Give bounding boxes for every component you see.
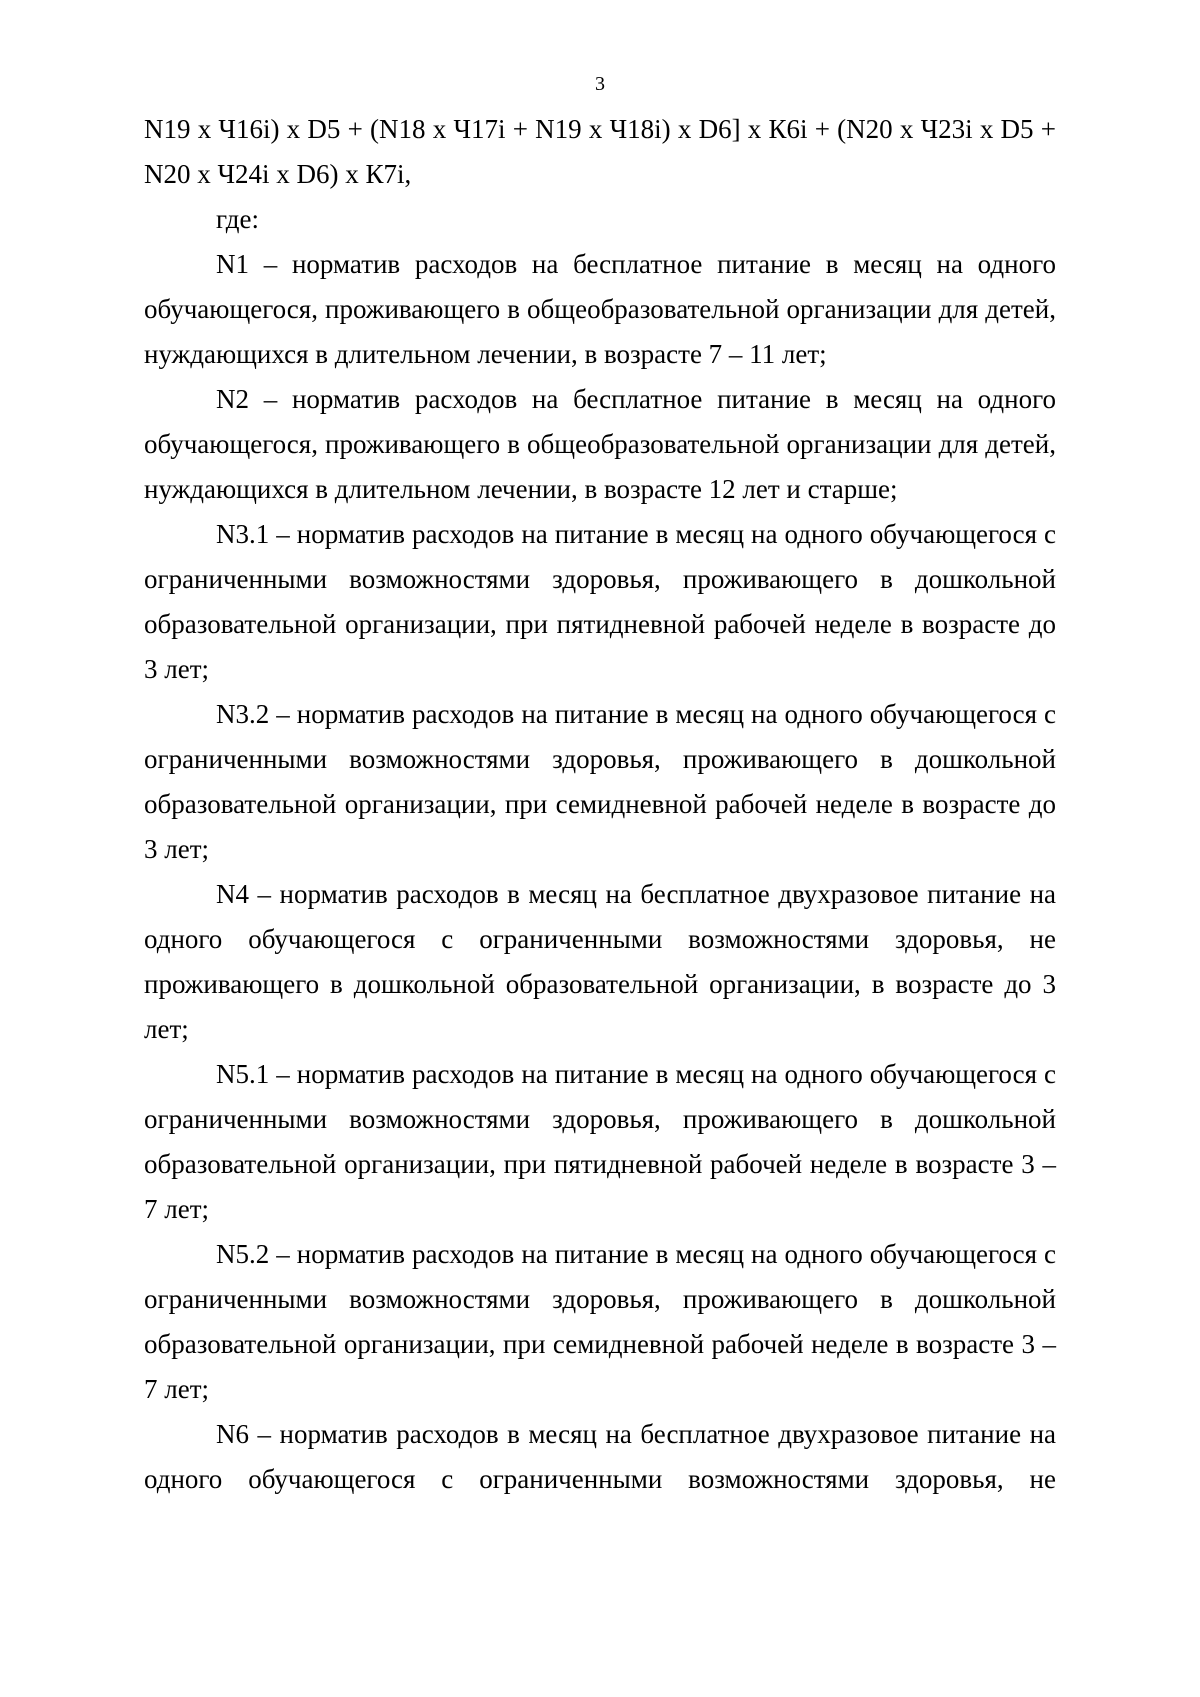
definition-text: – норматив расходов на бесплатное питание в месяц на одного обучающегося, проживающего в общеобразовательной организации для детей, нуждающихся в длительном лечении, в возрасте 7 – 11 лет; <box>144 249 1056 369</box>
definition-code: N1 <box>216 249 249 279</box>
definition-code: N4 <box>216 879 249 909</box>
where-label: где: <box>216 204 259 234</box>
definition-text: – норматив расходов в месяц на бесплатное двухразовое питание на одного обучающегося с ограниченными возможностями здоровья, не <box>144 1419 1056 1494</box>
definition-n1 <box>144 242 1056 377</box>
definition-code: N3.1 <box>216 519 270 549</box>
definition-code: N6 <box>216 1419 249 1449</box>
definition-text: – норматив расходов в месяц на бесплатное двухразовое питание на одного обучающегося с ограниченными возможностями здоровья, не проживающего в дошкольной образовательной организации, в возрасте до 3 лет; <box>144 879 1056 1044</box>
definition-text: – норматив расходов на бесплатное питание в месяц на одного обучающегося, проживающего в общеобразовательной организации для детей, нуждающихся в длительном лечении, в возрасте 12 лет и старше; <box>144 384 1056 504</box>
definition-n2 <box>144 377 1056 512</box>
definition-code: N5.1 <box>216 1059 270 1089</box>
definition-code: N3.2 <box>216 699 270 729</box>
document-body <box>144 107 1056 1502</box>
definition-n5-1 <box>144 1052 1056 1232</box>
definition-text: – норматив расходов на питание в месяц на одного обучающегося с ограниченными возможностями здоровья, проживающего в дошкольной образовательной организации, при пятидневной рабочей неделе в возрасте до 3 лет; <box>144 519 1057 684</box>
definition-n3-1 <box>144 512 1056 692</box>
definition-n5-2 <box>144 1232 1056 1412</box>
definition-code: N5.2 <box>216 1239 270 1269</box>
definition-text: – норматив расходов на питание в месяц на одного обучающегося с ограниченными возможностями здоровья, проживающего в дошкольной образовательной организации, при семидневной рабочей неделе в возрасте 3 – 7 лет; <box>144 1239 1057 1404</box>
definition-text: – норматив расходов на питание в месяц на одного обучающегося с ограниченными возможностями здоровья, проживающего в дошкольной образовательной организации, при пятидневной рабочей неделе в возрасте 3 – 7 лет; <box>144 1059 1057 1224</box>
definition-text: – норматив расходов на питание в месяц на одного обучающегося с ограниченными возможностями здоровья, проживающего в дошкольной образовательной организации, при семидневной рабочей неделе в возрасте до 3 лет; <box>144 699 1057 864</box>
definition-n4 <box>144 872 1056 1052</box>
page-number: 3 <box>595 73 605 95</box>
definition-code: N2 <box>216 384 249 414</box>
definition-n3-2 <box>144 692 1056 872</box>
formula-continuation: N19 х Ч16i) х D5 + (N18 х Ч17i + N19 х Ч18i) х D6] х К6i + (N20 х Ч23i х D5 + N20 х Ч24i х D6) х К7i, <box>144 114 1056 189</box>
definition-n6 <box>144 1412 1056 1502</box>
